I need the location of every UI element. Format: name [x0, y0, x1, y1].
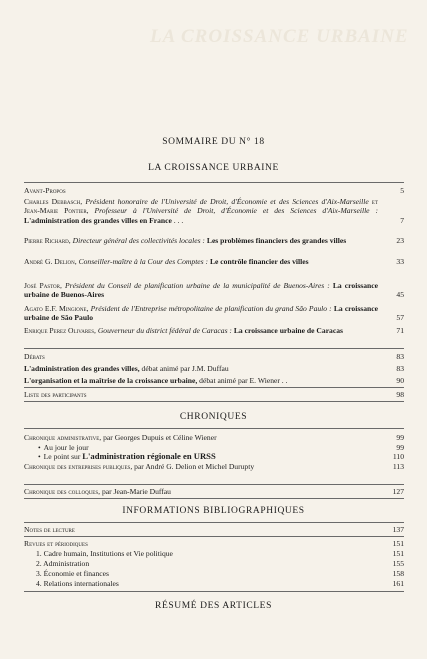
entry-page: 33: [396, 257, 404, 266]
entry-note: par Georges Dupuis et Céline Wiener: [103, 433, 217, 442]
rule-debats: [24, 348, 404, 349]
rule-end-section: [24, 401, 404, 402]
entry-text: [24, 452, 404, 461]
show-through-title: LA CROISSANCE URBAINE: [150, 26, 409, 47]
entry-note: Le point sur: [43, 452, 81, 461]
toc-entry-delion: [24, 257, 404, 266]
entry-note: débat animé par J.M. Duffau: [141, 364, 229, 373]
entry-author: Pierre Richard,: [24, 236, 71, 245]
entry-text: 4. Relations internationales: [36, 579, 119, 588]
entry-text: • Au jour le jour: [24, 443, 404, 452]
rule-end-chroniques: [24, 498, 404, 499]
entry-title: L'organisation et la maîtrise de la croissance urbaine,: [24, 376, 198, 385]
entry-role: Directeur général des collectivités locales :: [72, 236, 205, 245]
toc-entry-debbasch: [24, 197, 404, 225]
rule-revues: [24, 536, 404, 537]
entry-page: 110: [392, 452, 404, 461]
entry-page: 151: [392, 539, 404, 548]
toc-entry-debat-1: [24, 364, 404, 373]
entry-text: 1. Cadre humain, Institutions et Vie politique: [36, 549, 173, 558]
toc-entry-revues-1: [24, 549, 404, 558]
entry-note: débat animé par E. Wiener: [199, 376, 280, 385]
entry-text: 2. Administration: [36, 559, 90, 568]
entry-page: 161: [392, 579, 404, 588]
entry-text: [24, 257, 404, 266]
entry-note: par André G. Delion et Michel Durupty: [134, 462, 255, 471]
rule-top: [24, 182, 404, 183]
entry-page: 158: [392, 569, 404, 578]
entry-title: L'administration des grandes villes,: [24, 364, 140, 373]
entry-author-2: et Jean-Marie Pontier,: [24, 197, 379, 216]
entry-title: La croissance urbaine de Buenos-Aires: [24, 281, 378, 300]
entry-text: 3. Économie et finances: [36, 569, 109, 578]
entry-page: 113: [392, 462, 404, 471]
entry-text: [24, 433, 404, 442]
entry-label: Débats: [24, 352, 45, 361]
toc-entry-revues-3: [24, 569, 404, 578]
rule-colloques: [24, 484, 404, 485]
entry-author: Enrique Perez Olivares,: [24, 326, 96, 335]
entry-page: 155: [392, 559, 404, 568]
toc-entry-notes: [24, 525, 404, 534]
section-title: LA CROISSANCE URBAINE: [148, 163, 279, 173]
entry-page: 151: [392, 549, 404, 558]
rule-chroniques: [24, 428, 404, 429]
entry-text: [24, 304, 404, 323]
entry-title: L'administration régionale en URSS: [82, 451, 216, 461]
chroniques-heading: CHRONIQUES: [179, 412, 248, 422]
entry-label: Chronique des colloques,: [24, 487, 101, 496]
entry-author: Charles Debbasch,: [24, 197, 83, 206]
entry-page: 45: [396, 290, 404, 300]
toc-entry-revues: [24, 539, 404, 548]
toc-entry-chronique-admin: [24, 433, 404, 442]
resume-heading: RÉSUMÉ DES ARTICLES: [155, 601, 272, 611]
entry-text: [24, 462, 404, 471]
entry-label: Liste des participants: [24, 390, 87, 399]
entry-page: 127: [392, 487, 404, 496]
toc-entry-chronique-entreprises: [24, 462, 404, 471]
rule-end-infos: [24, 591, 404, 592]
toc-entry-debats: [24, 352, 404, 361]
toc-entry-debat-2: [24, 376, 404, 385]
entry-page: 98: [396, 390, 404, 399]
entry-role: Conseiller-maître à la Cour des Comptes :: [78, 257, 209, 266]
entry-label: Avant-Propos: [24, 186, 66, 195]
entry-page: 5: [400, 186, 404, 195]
entry-page: 57: [396, 313, 404, 323]
entry-title: La croissance urbaine de Caracas: [233, 326, 343, 335]
toc-entry-avant-propos: [24, 186, 404, 195]
entry-page: 99: [396, 433, 404, 442]
entry-title: Le contrôle financier des villes: [209, 257, 309, 266]
toc-entry-revues-4: [24, 579, 404, 588]
entry-role: Président de l'Entreprise métropolitaine de planification du grand São Paulo :: [90, 304, 332, 313]
entry-author: José Pastor,: [24, 281, 62, 290]
entry-page: 83: [396, 364, 404, 373]
toc-entry-revues-2: [24, 559, 404, 568]
entry-text: [24, 326, 404, 335]
entry-author: André G. Delion,: [24, 257, 77, 266]
entry-author: Agato E.F. Mingione,: [24, 304, 89, 313]
entry-title: Les problèmes financiers des grandes villes: [206, 236, 347, 245]
entry-label: Chronique administrative,: [24, 433, 102, 442]
entry-label: Chronique des entreprises publiques,: [24, 462, 133, 471]
entry-label: Revues et périodiques: [24, 539, 88, 548]
toc-entry-participants: [24, 390, 404, 399]
rule-participants: [24, 387, 404, 388]
entry-page: 83: [396, 352, 404, 361]
sommaire-heading: SOMMAIRE DU N° 18: [162, 137, 265, 147]
entry-text: [24, 236, 404, 245]
entry-text: [24, 376, 404, 385]
toc-entry-pastor: [24, 281, 404, 300]
toc-entry-le-point-sur: [24, 452, 404, 461]
entry-page: 23: [396, 236, 404, 245]
rule-infos: [24, 522, 404, 523]
entry-dots: . .: [281, 376, 288, 385]
entry-text: [24, 197, 404, 225]
entry-role: Président honoraire de l'Université de Droit, d'Économie et des Sciences d'Aix-Marseille: [85, 197, 369, 206]
entry-text: [24, 364, 404, 373]
entry-dots: . . .: [173, 215, 184, 225]
entry-title: L'administration des grandes villes en France: [24, 215, 172, 225]
infos-heading: INFORMATIONS BIBLIOGRAPHIQUES: [122, 506, 305, 516]
toc-entry-perez: [24, 326, 404, 335]
toc-entry-mingione: [24, 304, 404, 323]
entry-text: [24, 281, 404, 300]
entry-role-2: Professeur à l'Université de Droit, d'Économie et des Sciences d'Aix-Marseille :: [94, 206, 378, 216]
entry-page: 71: [396, 326, 404, 335]
entry-role: Président du Conseil de planification urbaine de la municipalité de Buenos-Aires :: [65, 281, 330, 290]
toc-entry-chronique-colloques: [24, 487, 404, 496]
entry-page: 137: [392, 525, 404, 534]
entry-role: Gouverneur du district fédéral de Caracas :: [97, 326, 232, 335]
entry-note: par Jean-Marie Duffau: [101, 487, 171, 496]
entry-page: 7: [400, 215, 404, 225]
entry-text: [24, 487, 404, 496]
entry-page: 90: [396, 376, 404, 385]
entry-page: 99: [396, 443, 404, 452]
entry-title: La croissance urbaine de São Paulo: [24, 304, 378, 323]
toc-entry-richard: [24, 236, 404, 245]
entry-label: Notes de lecture: [24, 525, 75, 534]
